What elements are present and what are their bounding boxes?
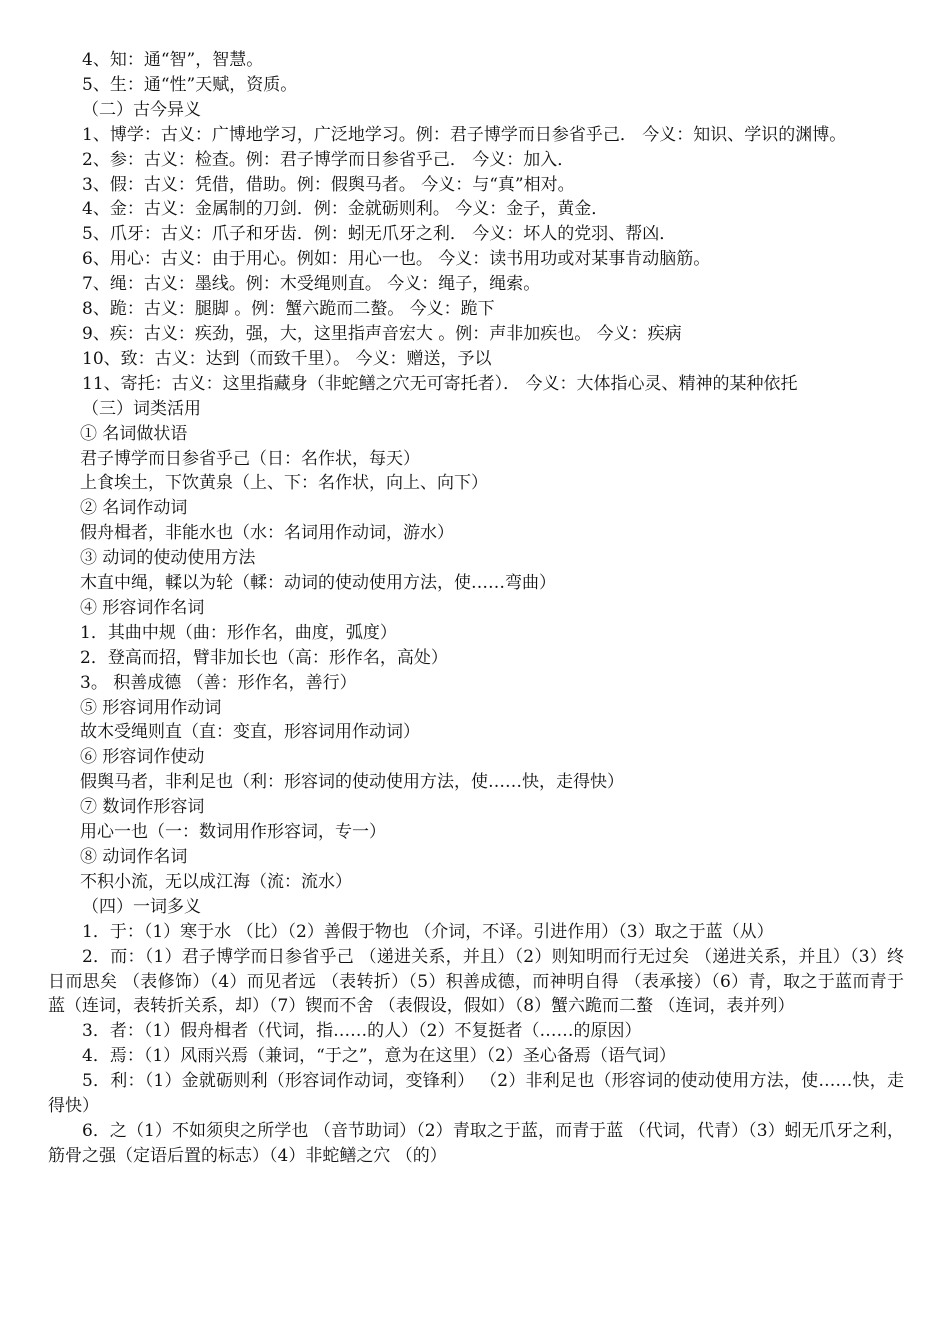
section-heading-cilei-huoyong: （三）词类活用 [82,398,201,419]
duoyi-item: 5．利：（1）金就砺则利（形容词作动词，变锋利） （2）非利足也（形容词的使动使用方法，使……快，走得快） [48,1071,904,1117]
gujin-item: 5、爪牙：古义：爪子和牙齿．例：蚓无爪牙之利． 今义：坏人的党羽、帮凶． [82,224,677,245]
gujin-item: 3、假：古义：凭借，借助。例：假舆马者。 今义：与“真”相对。 [82,174,575,195]
duoyi-item: 2．而：（1）君子博学而日参省乎己 （递进关系，并且）（2）则知明而行无过矣 （递进关系，并且）（3）终日而思矣 （表修饰）（4）而见者远 （表转折）（5）积善成德，而神明自得 （表承接）（6）青，取之于蓝而青于蓝（连词，表转折关系，却）（7）锲而不舍 （表假设，假如）（8）蟹六跪而二螯 （连词，表并列） [48,946,904,1017]
huoyong-example: 不积小流，无以成江海（流：流水） [80,871,352,892]
huoyong-example: 故木受绳则直（直：变直，形容词用作动词） [80,722,420,743]
section-heading-gujin-yiyi: （二）古今异义 [82,99,201,120]
huoyong-example: 1．其曲中规（曲：形作名，曲度，弧度） [80,622,397,643]
gujin-item: 6、用心：古义：由于用心。例如：用心一也。 今义：读书用功或对某事肯动脑筋。 [82,249,711,270]
huoyong-category: ② 名词作动词 [80,498,188,519]
huoyong-example: 假舆马者，非利足也（利：形容词的使动使用方法，使……快，走得快） [80,772,624,793]
huoyong-category: ④ 形容词作名词 [80,597,205,618]
gujin-item: 4、金：古义：金属制的刀剑．例：金就砺则利。 今义：金子，黄金． [82,199,609,220]
duoyi-item: 3．者：（1）假舟楫者（代词，指……的人）（2）不复挺者（……的原因） [82,1021,642,1042]
huoyong-category: ⑤ 形容词用作动词 [80,697,222,718]
duoyi-item: 6．之（1）不如须臾之所学也 （音节助词）（2）青取之于蓝，而青于蓝 （代词，代青）（3）蚓无爪牙之利，筋骨之强（定语后置的标志）（4）非蛇鳝之穴 （的） [48,1120,904,1166]
huoyong-category: ⑧ 动词作名词 [80,847,188,867]
gujin-item: 2、参：古义：检查。例：君子博学而日参省乎己． 今义：加入． [82,149,575,170]
huoyong-example: 假舟楫者，非能水也（水：名词用作动词，游水） [80,523,454,544]
duoyi-item: 4．焉：（1）风雨兴焉（兼词，“于之”，意为在这里）（2）圣心备焉（语气词） [82,1046,676,1067]
gujin-item: 7、绳：古义：墨线。例：木受绳则直。 今义：绳子，绳索。 [82,274,541,295]
huoyong-example: 用心一也（一：数词用作形容词，专一） [80,822,386,843]
document-page [48,48,904,1169]
gujin-item: 8、跪：古义：腿脚 。例：蟹六跪而二螯。 今义：跪下 [82,299,495,320]
gujin-item: 11、寄托：古义：这里指藏身（非蛇鳝之穴无可寄托者）． 今义：大体指心灵、精神的某种依托 [82,373,798,394]
gujin-item: 9、疾：古义：疾劲，强，大，这里指声音宏大 。例：声非加疾也。 今义：疾病 [82,323,682,344]
huoyong-example: 3。 积善成德 （善：形作名，善行） [80,672,357,693]
huoyong-category: ③ 动词的使动使用方法 [80,548,256,569]
huoyong-example: 君子博学而日参省乎己（日：名作状，每天） [80,448,420,469]
gujin-item: 10、致：古义：达到（而致千里）。 今义：赠送，予以 [82,348,492,369]
section-heading-yici-duoyi: （四）一词多义 [82,896,201,917]
tongjia-item: 4、知：通“智”，智慧。 [82,50,264,70]
huoyong-category: ⑥ 形容词作使动 [80,747,205,768]
duoyi-item: 1．于：（1）寒于水 （比）（2）善假于物也 （介词，不译。引进作用）（3）取之于蓝（从） [82,921,774,942]
tongjia-item: 5、生：通“性”天赋，资质。 [82,74,298,95]
huoyong-example: 木直中绳，輮以为轮（輮：动词的使动使用方法，使……弯曲） [80,573,556,594]
huoyong-category: ⑦ 数词作形容词 [80,797,205,818]
huoyong-category: ① 名词做状语 [80,423,188,444]
gujin-item: 1、博学：古义：广博地学习，广泛地学习。例：君子博学而日参省乎己． 今义：知识、学识的渊博。 [82,124,847,145]
huoyong-example: 2．登高而招，臂非加长也（高：形作名，高处） [80,647,448,668]
huoyong-example: 上食埃土，下饮黄泉（上、下：名作状，向上、向下） [80,473,488,494]
